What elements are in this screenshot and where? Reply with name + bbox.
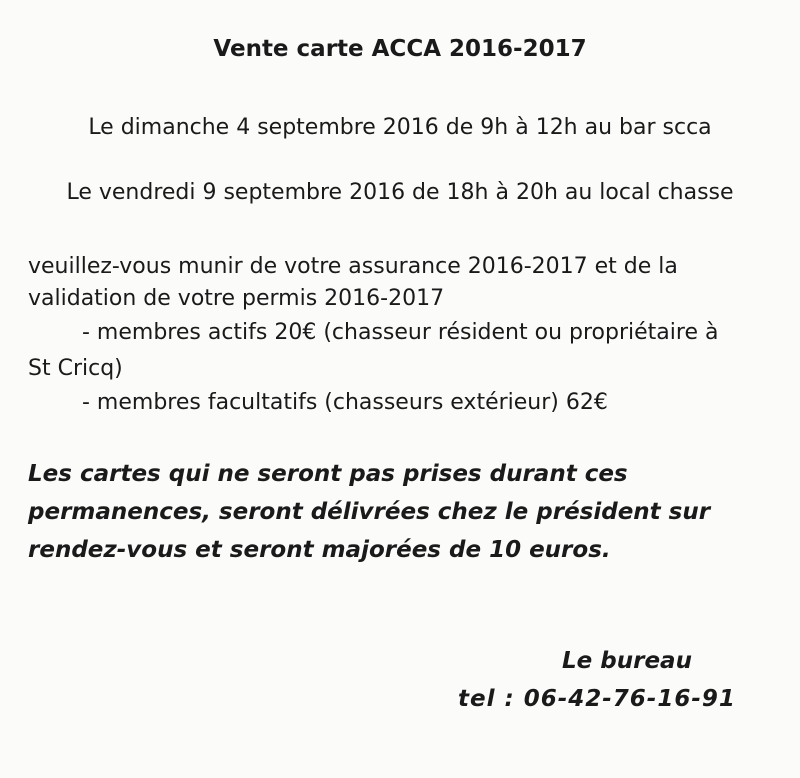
instructions-line-1: veuillez-vous munir de votre assurance 2016-2017 et de la xyxy=(28,254,678,279)
session-friday: Le vendredi 9 septembre 2016 de 18h à 20h au local chasse xyxy=(66,180,734,205)
members-optional: - membres facultatifs (chasseurs extérieur) 62€ xyxy=(82,390,608,415)
session-sunday: Le dimanche 4 septembre 2016 de 9h à 12h au bar scca xyxy=(88,115,712,140)
instructions-line-2: validation de votre permis 2016-2017 xyxy=(28,286,445,311)
notice-line-2: permanences, seront délivrées chez le président sur xyxy=(28,499,711,525)
notice-line-1: Les cartes qui ne seront pas prises durant ces xyxy=(28,461,628,487)
flyer-title: Vente carte ACCA 2016-2017 xyxy=(213,36,587,62)
notice-line-3: rendez-vous et seront majorées de 10 euros. xyxy=(28,537,611,563)
signature-phone: tel : 06-42-76-16-91 xyxy=(458,686,736,712)
members-active-line-1: - membres actifs 20€ (chasseur résident ou propriétaire à xyxy=(82,320,719,345)
members-active-line-2: St Cricq) xyxy=(28,356,123,381)
signature-name: Le bureau xyxy=(562,648,692,674)
